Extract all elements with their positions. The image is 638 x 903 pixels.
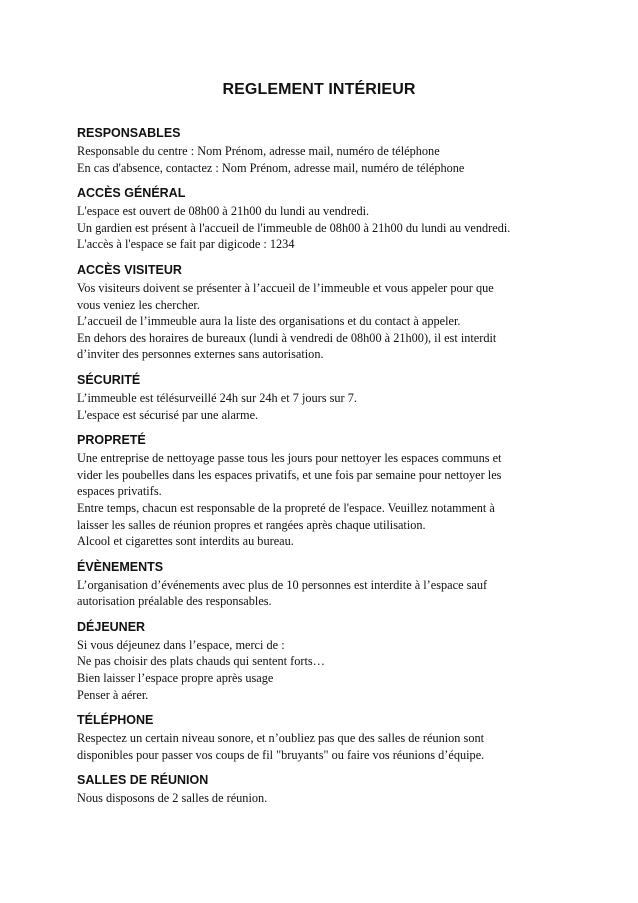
text-line: L’organisation d’événements avec plus de 10 personnes est interdite à l’espace sauf [77,577,488,592]
text-line: L'espace est sécurisé par une alarme. [77,407,259,422]
document-title: REGLEMENT INTÉRIEUR [222,81,416,98]
text-line: L’accueil de l’immeuble aura la liste des organisations et du contact à appeler. [77,314,461,329]
text-line: vider les poubelles dans les espaces privatifs, et une fois par semaine pour nettoyer les [77,467,502,482]
section-text [77,390,577,423]
text-line: Respectez un certain niveau sonore, et n’oubliez pas que des salles de réunion sont [77,731,485,746]
section-text [77,637,577,703]
text-line: autorisation préalable des responsables. [77,594,272,609]
text-line: Un gardien est présent à l'accueil de l'immeuble de 08h00 à 21h00 du lundi au vendredi. [77,220,511,235]
text-line: vous veniez les chercher. [77,297,200,312]
text-line: Vos visiteurs doivent se présenter à l’accueil de l’immeuble et vous appeler pour que [77,280,494,295]
section-text [77,143,577,176]
text-line: En dehors des horaires de bureaux (lundi à vendredi de 08h00 à 21h00), il est interdit [77,330,497,345]
section-text [77,203,577,253]
document-section [77,431,577,550]
text-line: laisser les salles de réunion propres et rangées après chaque utilisation. [77,517,426,532]
document-body [77,124,577,815]
text-line: d’inviter des personnes externes sans autorisation. [77,347,324,362]
section-text [77,280,577,363]
document-section [77,711,577,763]
document-section [77,371,577,423]
text-line: Bien laisser l’espace propre après usage [77,671,274,686]
section-text [77,730,577,763]
section-heading: ACCÈS GÉNÉRAL [77,186,186,201]
document-section [77,261,577,363]
section-heading: SÉCURITÉ [77,372,141,387]
section-heading: SALLES DE RÉUNION [77,773,209,788]
text-line: Nous disposons de 2 salles de réunion. [77,791,268,806]
section-text [77,450,577,550]
section-heading: PROPRETÉ [77,433,146,448]
section-heading: TÉLÉPHONE [77,713,154,728]
text-line: L'accès à l'espace se fait par digicode : 1234 [77,237,295,252]
document-section [77,771,577,807]
text-line: Alcool et cigarettes sont interdits au bureau. [77,534,294,549]
text-line: Si vous déjeunez dans l’espace, merci de : [77,637,285,652]
text-line: espaces privatifs. [77,484,162,499]
document-section [77,618,577,703]
document-section [77,124,577,176]
section-text [77,577,577,610]
text-line: Responsable du centre : Nom Prénom, adresse mail, numéro de téléphone [77,144,440,158]
section-heading: ACCÈS VISITEUR [77,262,182,277]
text-line: L'espace est ouvert de 08h00 à 21h00 du lundi au vendredi. [77,204,370,219]
text-line: En cas d'absence, contactez : Nom Prénom, adresse mail, numéro de téléphone [77,160,465,175]
section-heading: RESPONSABLES [77,126,181,140]
section-text [77,790,577,807]
section-heading: DÉJEUNER [77,619,146,634]
text-line: L’immeuble est télésurveillé 24h sur 24h et 7 jours sur 7. [77,390,357,405]
document-section [77,558,577,610]
text-line: Une entreprise de nettoyage passe tous les jours pour nettoyer les espaces communs et [77,451,502,466]
text-line: Penser à aérer. [77,687,149,702]
document-section [77,184,577,253]
text-line: Entre temps, chacun est responsable de la propreté de l'espace. Veuillez notamment à [77,500,495,515]
text-line: Ne pas choisir des plats chauds qui sentent forts… [77,654,325,669]
text-line: disponibles pour passer vos coups de fil "bruyants" ou faire vos réunions d’équipe. [77,747,485,762]
section-heading: ÉVÈNEMENTS [77,559,164,574]
